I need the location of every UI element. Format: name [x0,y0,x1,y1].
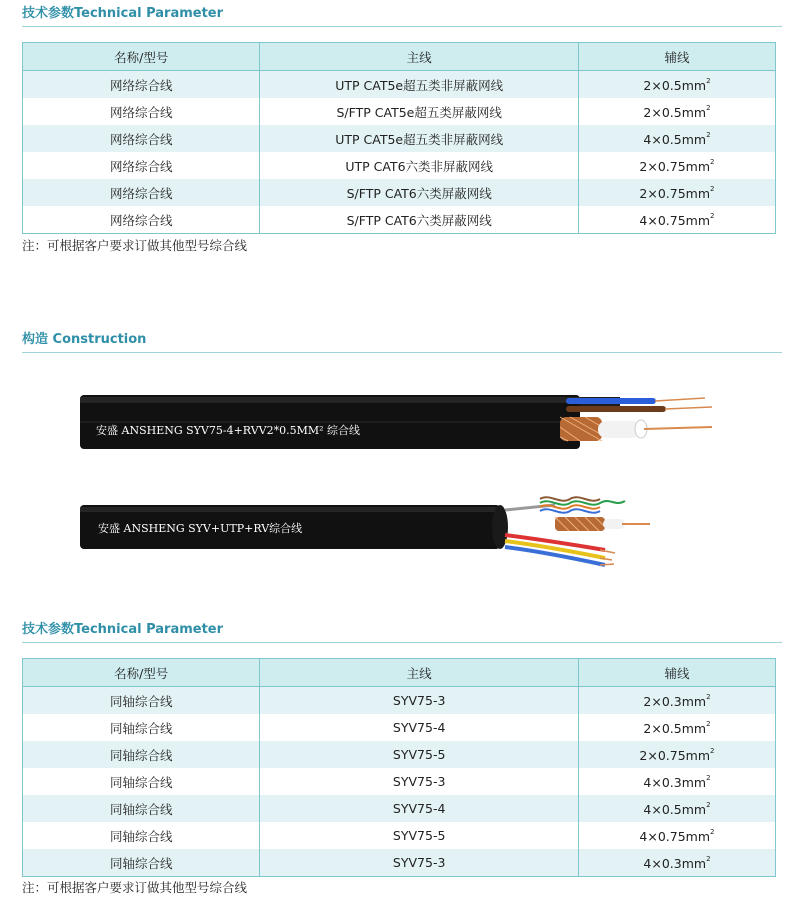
cell-aux: $2\times 0.75mm^2$ [578,741,775,768]
cell-name: 网络综合线 [23,71,260,99]
table-row [23,741,776,768]
cell-aux: $2\times 0.75mm^2$ [578,179,775,206]
table-row [23,125,776,152]
table-note-2: 注：可根据客户要求订做其他型号综合线 [22,880,248,895]
parameter-table-network [22,42,776,234]
table-header-row [23,43,776,71]
table-row [23,206,776,234]
cell-aux: $4\times 0.3mm^2$ [578,768,775,795]
column-header-main: 主线 [260,659,579,687]
section-title-technical-parameter-2: 技术参数Technical Parameter [22,620,782,643]
cell-main: SYV75-4 [260,714,579,741]
table-row [23,98,776,125]
table-row [23,795,776,822]
table-row [23,687,776,715]
cell-aux: $4\times 0.5mm^2$ [578,125,775,152]
table-note-1: 注：可根据客户要求订做其他型号综合线 [22,238,248,253]
cell-aux: $4\times 0.75mm^2$ [578,822,775,849]
cell-aux: $4\times 0.5mm^2$ [578,795,775,822]
table-row [23,714,776,741]
cell-name: 同轴综合线 [23,714,260,741]
cable-illustrations [0,385,800,585]
table-row [23,849,776,877]
table-header-row [23,659,776,687]
column-header-aux: 辅线 [578,659,775,687]
cable-1-label: 安盛 ANSHENG SYV75-4+RVV2*0.5MM² 综合线 [96,424,361,437]
column-header-name: 名称/型号 [23,43,260,71]
cell-main: SYV75-5 [260,822,579,849]
cell-aux: $4\times 0.75mm^2$ [578,206,775,234]
table-row [23,179,776,206]
cell-name: 同轴综合线 [23,768,260,795]
cell-name: 网络综合线 [23,125,260,152]
cell-name: 同轴综合线 [23,741,260,768]
cell-main: SYV75-3 [260,768,579,795]
column-header-main: 主线 [260,43,578,71]
cell-main: S/FTP CAT6六类屏蔽网线 [260,179,578,206]
cell-name: 同轴综合线 [23,849,260,877]
cell-main: UTP CAT6六类非屏蔽网线 [260,152,578,179]
column-header-name: 名称/型号 [23,659,260,687]
cell-main: UTP CAT5e超五类非屏蔽网线 [260,125,578,152]
cell-aux: $2\times 0.75mm^2$ [578,152,775,179]
cell-main: S/FTP CAT5e超五类屏蔽网线 [260,98,578,125]
parameter-table-coaxial [22,658,776,877]
cell-aux: $2\times 0.5mm^2$ [578,71,775,99]
cell-aux: $2\times 0.3mm^2$ [578,687,775,715]
cell-name: 网络综合线 [23,179,260,206]
cell-main: S/FTP CAT6六类屏蔽网线 [260,206,578,234]
table-row [23,152,776,179]
cell-aux: $2\times 0.5mm^2$ [578,714,775,741]
cell-main: SYV75-3 [260,849,579,877]
cell-name: 网络综合线 [23,206,260,234]
cell-name: 同轴综合线 [23,822,260,849]
table-row [23,822,776,849]
cell-main: SYV75-4 [260,795,579,822]
cell-name: 同轴综合线 [23,795,260,822]
cable-2-label: 安盛 ANSHENG SYV+UTP+RV综合线 [98,522,303,535]
cell-name: 网络综合线 [23,98,260,125]
table-row [23,71,776,99]
section-title-technical-parameter-1: 技术参数Technical Parameter [22,4,782,27]
cell-main: SYV75-3 [260,687,579,715]
cable-1-image [80,395,712,449]
cable-2-image [80,497,650,565]
cell-aux: $2\times 0.5mm^2$ [578,98,775,125]
table-row [23,768,776,795]
section-title-construction: 构造 Construction [22,330,782,353]
cell-name: 网络综合线 [23,152,260,179]
cell-name: 同轴综合线 [23,687,260,715]
column-header-aux: 辅线 [578,43,775,71]
cell-aux: $4\times 0.3mm^2$ [578,849,775,877]
cell-main: UTP CAT5e超五类非屏蔽网线 [260,71,578,99]
cell-main: SYV75-5 [260,741,579,768]
